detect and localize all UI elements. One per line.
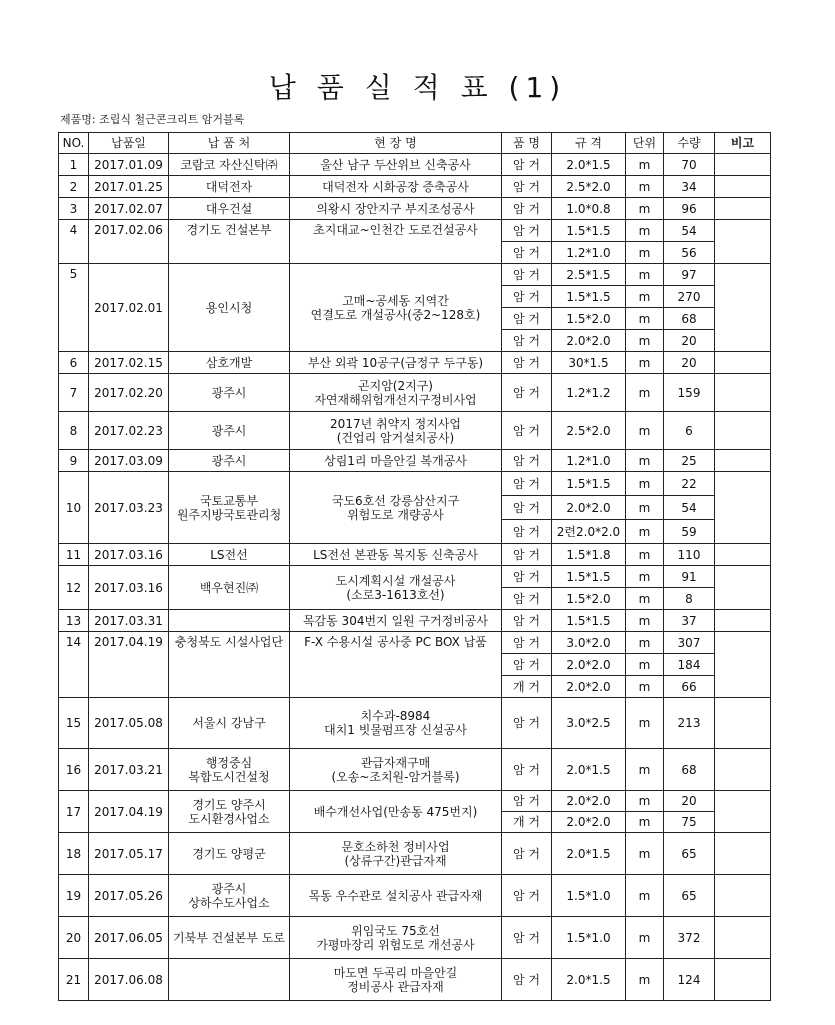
cell-note [715,198,771,220]
table-row [59,917,771,959]
cell-item: 암 거 [502,286,552,308]
table-row [59,220,771,242]
cell-date: 2017.03.16 [89,566,169,610]
cell-unit: m [626,749,664,791]
cell-unit: m [626,917,664,959]
cell-item: 암 거 [502,264,552,286]
cell-item: 암 거 [502,242,552,264]
cell-qty: 91 [664,566,715,588]
cell-site: 상림1리 마을안길 복개공사 [290,450,502,472]
cell-spec: 2.0*2.0 [552,791,626,812]
cell-no: 15 [59,698,89,749]
table-row [59,412,771,450]
cell-unit: m [626,812,664,833]
cell-no: 19 [59,875,89,917]
cell-item: 암 거 [502,412,552,450]
cell-unit: m [626,154,664,176]
cell-item: 암 거 [502,654,552,676]
cell-note [715,632,771,698]
cell-no: 21 [59,959,89,1001]
cell-spec: 1.5*1.5 [552,610,626,632]
cell-client: 경기도 양주시 도시환경사업소 [169,791,290,833]
cell-item: 암 거 [502,472,552,496]
cell-unit: m [626,412,664,450]
cell-no: 9 [59,450,89,472]
cell-unit: m [626,220,664,242]
cell-date: 2017.05.26 [89,875,169,917]
cell-date: 2017.01.09 [89,154,169,176]
cell-date: 2017.04.19 [89,632,169,698]
cell-note [715,352,771,374]
cell-no: 4 [59,220,89,264]
cell-spec: 2.0*2.0 [552,496,626,520]
cell-note [715,833,771,875]
cell-unit: m [626,496,664,520]
cell-note [715,176,771,198]
cell-qty: 96 [664,198,715,220]
cell-no: 3 [59,198,89,220]
cell-no: 16 [59,749,89,791]
cell-spec: 1.5*1.5 [552,286,626,308]
cell-site: 목동 우수관로 설치공사 관급자재 [290,875,502,917]
cell-client: 광주시 [169,412,290,450]
cell-client [169,959,290,1001]
cell-qty: 54 [664,496,715,520]
cell-no: 7 [59,374,89,412]
cell-unit: m [626,791,664,812]
table-row [59,566,771,588]
cell-qty: 8 [664,588,715,610]
cell-unit: m [626,588,664,610]
cell-unit: m [626,352,664,374]
cell-item: 암 거 [502,352,552,374]
cell-date: 2017.05.08 [89,698,169,749]
cell-unit: m [626,833,664,875]
cell-qty: 20 [664,330,715,352]
product-label: 제품명: 조립식 철근콘크리트 암거블록 [60,113,245,126]
cell-qty: 213 [664,698,715,749]
table-row [59,374,771,412]
cell-qty: 75 [664,812,715,833]
cell-qty: 110 [664,544,715,566]
cell-unit: m [626,450,664,472]
cell-item: 개 거 [502,676,552,698]
cell-spec: 2.5*2.0 [552,412,626,450]
cell-spec: 30*1.5 [552,352,626,374]
cell-spec: 2.5*1.5 [552,264,626,286]
cell-unit: m [626,566,664,588]
cell-site: 울산 남구 두산위브 신축공사 [290,154,502,176]
cell-unit: m [626,286,664,308]
table-row [59,544,771,566]
cell-spec: 1.0*0.8 [552,198,626,220]
cell-site: 마도면 두곡리 마을안길 정비공사 관급자재 [290,959,502,1001]
cell-client: 경기도 건설본부 [169,220,290,264]
cell-site: F-X 수용시설 공사중 PC BOX 납품 [290,632,502,698]
cell-note [715,610,771,632]
cell-note [715,374,771,412]
cell-qty: 59 [664,520,715,544]
cell-qty: 20 [664,352,715,374]
cell-client: 국토교통부 원주지방국토관리청 [169,472,290,544]
cell-item: 암 거 [502,330,552,352]
cell-item: 암 거 [502,875,552,917]
col-header-spec: 규 격 [552,133,626,154]
cell-qty: 56 [664,242,715,264]
cell-site: 대덕전자 시화공장 증축공사 [290,176,502,198]
cell-no: 14 [59,632,89,698]
cell-qty: 159 [664,374,715,412]
cell-unit: m [626,632,664,654]
cell-site: 관급자재구매 (오송~조치원-암거블록) [290,749,502,791]
cell-note [715,917,771,959]
cell-date: 2017.03.16 [89,544,169,566]
cell-qty: 307 [664,632,715,654]
cell-unit: m [626,374,664,412]
table-row [59,176,771,198]
cell-qty: 65 [664,833,715,875]
cell-qty: 184 [664,654,715,676]
cell-unit: m [626,520,664,544]
cell-note [715,472,771,544]
cell-date: 2017.02.07 [89,198,169,220]
table-row [59,791,771,812]
cell-unit: m [626,472,664,496]
cell-client: 코람코 자산신탁㈜ [169,154,290,176]
cell-site: 2017년 취약지 정지사업 (건업리 암거설치공사) [290,412,502,450]
table-row [59,833,771,875]
col-header-no: NO. [59,133,89,154]
cell-client: 행정중심 복합도시건설청 [169,749,290,791]
cell-spec: 2.0*2.0 [552,330,626,352]
col-header-item: 품 명 [502,133,552,154]
cell-client: 기북부 건설본부 도로 [169,917,290,959]
cell-spec: 1.5*1.8 [552,544,626,566]
cell-unit: m [626,198,664,220]
cell-spec: 2.0*1.5 [552,833,626,875]
header-row [59,133,771,154]
cell-qty: 124 [664,959,715,1001]
cell-no: 12 [59,566,89,610]
cell-spec: 1.5*1.5 [552,472,626,496]
cell-client: LS전선 [169,544,290,566]
cell-client: 충청북도 시설사업단 [169,632,290,698]
cell-client: 광주시 상하수도사업소 [169,875,290,917]
cell-note [715,220,771,264]
cell-unit: m [626,654,664,676]
cell-item: 암 거 [502,791,552,812]
cell-date: 2017.02.23 [89,412,169,450]
table-row [59,352,771,374]
cell-qty: 54 [664,220,715,242]
cell-unit: m [626,264,664,286]
cell-unit: m [626,544,664,566]
cell-site: 곤지암(2지구) 자연재해위험개선지구정비사업 [290,374,502,412]
cell-item: 암 거 [502,450,552,472]
table-row [59,450,771,472]
cell-unit: m [626,610,664,632]
col-header-client: 납 품 처 [169,133,290,154]
cell-note [715,959,771,1001]
cell-no: 6 [59,352,89,374]
cell-item: 암 거 [502,496,552,520]
cell-unit: m [626,176,664,198]
cell-date: 2017.02.20 [89,374,169,412]
cell-date: 2017.01.25 [89,176,169,198]
cell-item: 암 거 [502,198,552,220]
cell-qty: 68 [664,308,715,330]
cell-qty: 68 [664,749,715,791]
cell-spec: 3.0*2.0 [552,632,626,654]
table-row [59,198,771,220]
cell-spec: 3.0*2.5 [552,698,626,749]
cell-site: 도시계획시설 개설공사 (소로3-1613호선) [290,566,502,610]
cell-qty: 70 [664,154,715,176]
cell-item: 암 거 [502,520,552,544]
cell-client: 대우건설 [169,198,290,220]
cell-site: 고매~공세동 지역간 연결도로 개설공사(중2~128호) [290,264,502,352]
cell-spec: 1.5*1.5 [552,566,626,588]
cell-client: 삼호개발 [169,352,290,374]
cell-spec: 2.5*2.0 [552,176,626,198]
cell-unit: m [626,875,664,917]
cell-site: 치수과-8984 대치1 빗물펌프장 신설공사 [290,698,502,749]
cell-site: LS전선 본관동 복지동 신축공사 [290,544,502,566]
cell-item: 암 거 [502,220,552,242]
cell-note [715,749,771,791]
cell-unit: m [626,308,664,330]
cell-spec: 2.0*1.5 [552,959,626,1001]
cell-item: 암 거 [502,632,552,654]
col-header-unit: 단위 [626,133,664,154]
cell-note [715,544,771,566]
cell-item: 암 거 [502,959,552,1001]
cell-no: 17 [59,791,89,833]
cell-spec: 1.5*1.5 [552,220,626,242]
cell-spec: 2.0*2.0 [552,654,626,676]
cell-note [715,450,771,472]
cell-note [715,791,771,833]
cell-note [715,566,771,610]
cell-site: 부산 외곽 10공구(금정구 두구동) [290,352,502,374]
cell-qty: 372 [664,917,715,959]
cell-item: 암 거 [502,544,552,566]
cell-date: 2017.02.06 [89,220,169,264]
cell-item: 암 거 [502,374,552,412]
cell-date: 2017.06.08 [89,959,169,1001]
col-header-qty: 수량 [664,133,715,154]
cell-no: 2 [59,176,89,198]
cell-item: 암 거 [502,176,552,198]
cell-no: 1 [59,154,89,176]
cell-qty: 65 [664,875,715,917]
cell-client: 대덕전자 [169,176,290,198]
cell-item: 암 거 [502,566,552,588]
cell-no: 10 [59,472,89,544]
cell-note [715,412,771,450]
cell-no: 18 [59,833,89,875]
table-row [59,875,771,917]
cell-spec: 1.2*1.0 [552,242,626,264]
cell-qty: 25 [664,450,715,472]
cell-spec: 1.5*2.0 [552,308,626,330]
cell-item: 암 거 [502,308,552,330]
table-row [59,632,771,654]
cell-date: 2017.04.19 [89,791,169,833]
cell-item: 암 거 [502,749,552,791]
col-header-site: 현 장 명 [290,133,502,154]
table-row [59,959,771,1001]
cell-unit: m [626,242,664,264]
cell-spec: 1.5*2.0 [552,588,626,610]
cell-unit: m [626,330,664,352]
table-row [59,749,771,791]
cell-spec: 1.2*1.2 [552,374,626,412]
cell-date: 2017.03.09 [89,450,169,472]
cell-client: 용인시청 [169,264,290,352]
cell-site: 초지대교~인천간 도로건설공사 [290,220,502,264]
cell-date: 2017.02.01 [89,264,169,352]
cell-no: 13 [59,610,89,632]
cell-site: 문호소하천 정비사업 (상류구간)관급자재 [290,833,502,875]
cell-site: 목감동 304번지 일원 구거정비공사 [290,610,502,632]
cell-no: 11 [59,544,89,566]
cell-unit: m [626,698,664,749]
cell-client: 서울시 강남구 [169,698,290,749]
cell-site: 배수개선사업(만송동 475번지) [290,791,502,833]
cell-unit: m [626,676,664,698]
cell-item: 암 거 [502,588,552,610]
cell-item: 암 거 [502,610,552,632]
cell-qty: 34 [664,176,715,198]
cell-spec: 2.0*1.5 [552,154,626,176]
cell-spec: 1.2*1.0 [552,450,626,472]
cell-qty: 22 [664,472,715,496]
table-row [59,472,771,496]
col-header-note: 비고 [715,133,771,154]
cell-date: 2017.02.15 [89,352,169,374]
cell-no: 8 [59,412,89,450]
cell-item: 암 거 [502,917,552,959]
cell-note [715,698,771,749]
cell-qty: 270 [664,286,715,308]
cell-client: 백우현진㈜ [169,566,290,610]
table-row [59,610,771,632]
cell-qty: 66 [664,676,715,698]
cell-note [715,264,771,352]
table-row [59,698,771,749]
cell-site: 위임국도 75호선 가평마장리 위험도로 개선공사 [290,917,502,959]
cell-date: 2017.05.17 [89,833,169,875]
cell-site: 국도6호선 강릉삼산지구 위험도로 개량공사 [290,472,502,544]
cell-qty: 97 [664,264,715,286]
cell-spec: 2련2.0*2.0 [552,520,626,544]
cell-date: 2017.06.05 [89,917,169,959]
cell-date: 2017.03.21 [89,749,169,791]
cell-qty: 37 [664,610,715,632]
col-header-date: 납품일 [89,133,169,154]
cell-spec: 1.5*1.0 [552,917,626,959]
cell-note [715,875,771,917]
page-title: 납 품 실 적 표 (1) [268,71,567,104]
cell-item: 암 거 [502,154,552,176]
cell-date: 2017.03.23 [89,472,169,544]
cell-qty: 6 [664,412,715,450]
cell-no: 20 [59,917,89,959]
delivery-record-table [58,132,771,1001]
cell-client: 경기도 양평군 [169,833,290,875]
cell-item: 암 거 [502,833,552,875]
cell-client: 광주시 [169,374,290,412]
cell-spec: 2.0*2.0 [552,812,626,833]
cell-qty: 20 [664,791,715,812]
cell-item: 암 거 [502,698,552,749]
cell-unit: m [626,959,664,1001]
cell-spec: 2.0*2.0 [552,676,626,698]
table-row [59,154,771,176]
cell-client: 광주시 [169,450,290,472]
cell-spec: 2.0*1.5 [552,749,626,791]
cell-date: 2017.03.31 [89,610,169,632]
cell-no: 5 [59,264,89,352]
cell-client [169,610,290,632]
cell-site: 의왕시 장안지구 부지조성공사 [290,198,502,220]
table-row [59,264,771,286]
cell-spec: 1.5*1.0 [552,875,626,917]
cell-item: 개 거 [502,812,552,833]
cell-note [715,154,771,176]
